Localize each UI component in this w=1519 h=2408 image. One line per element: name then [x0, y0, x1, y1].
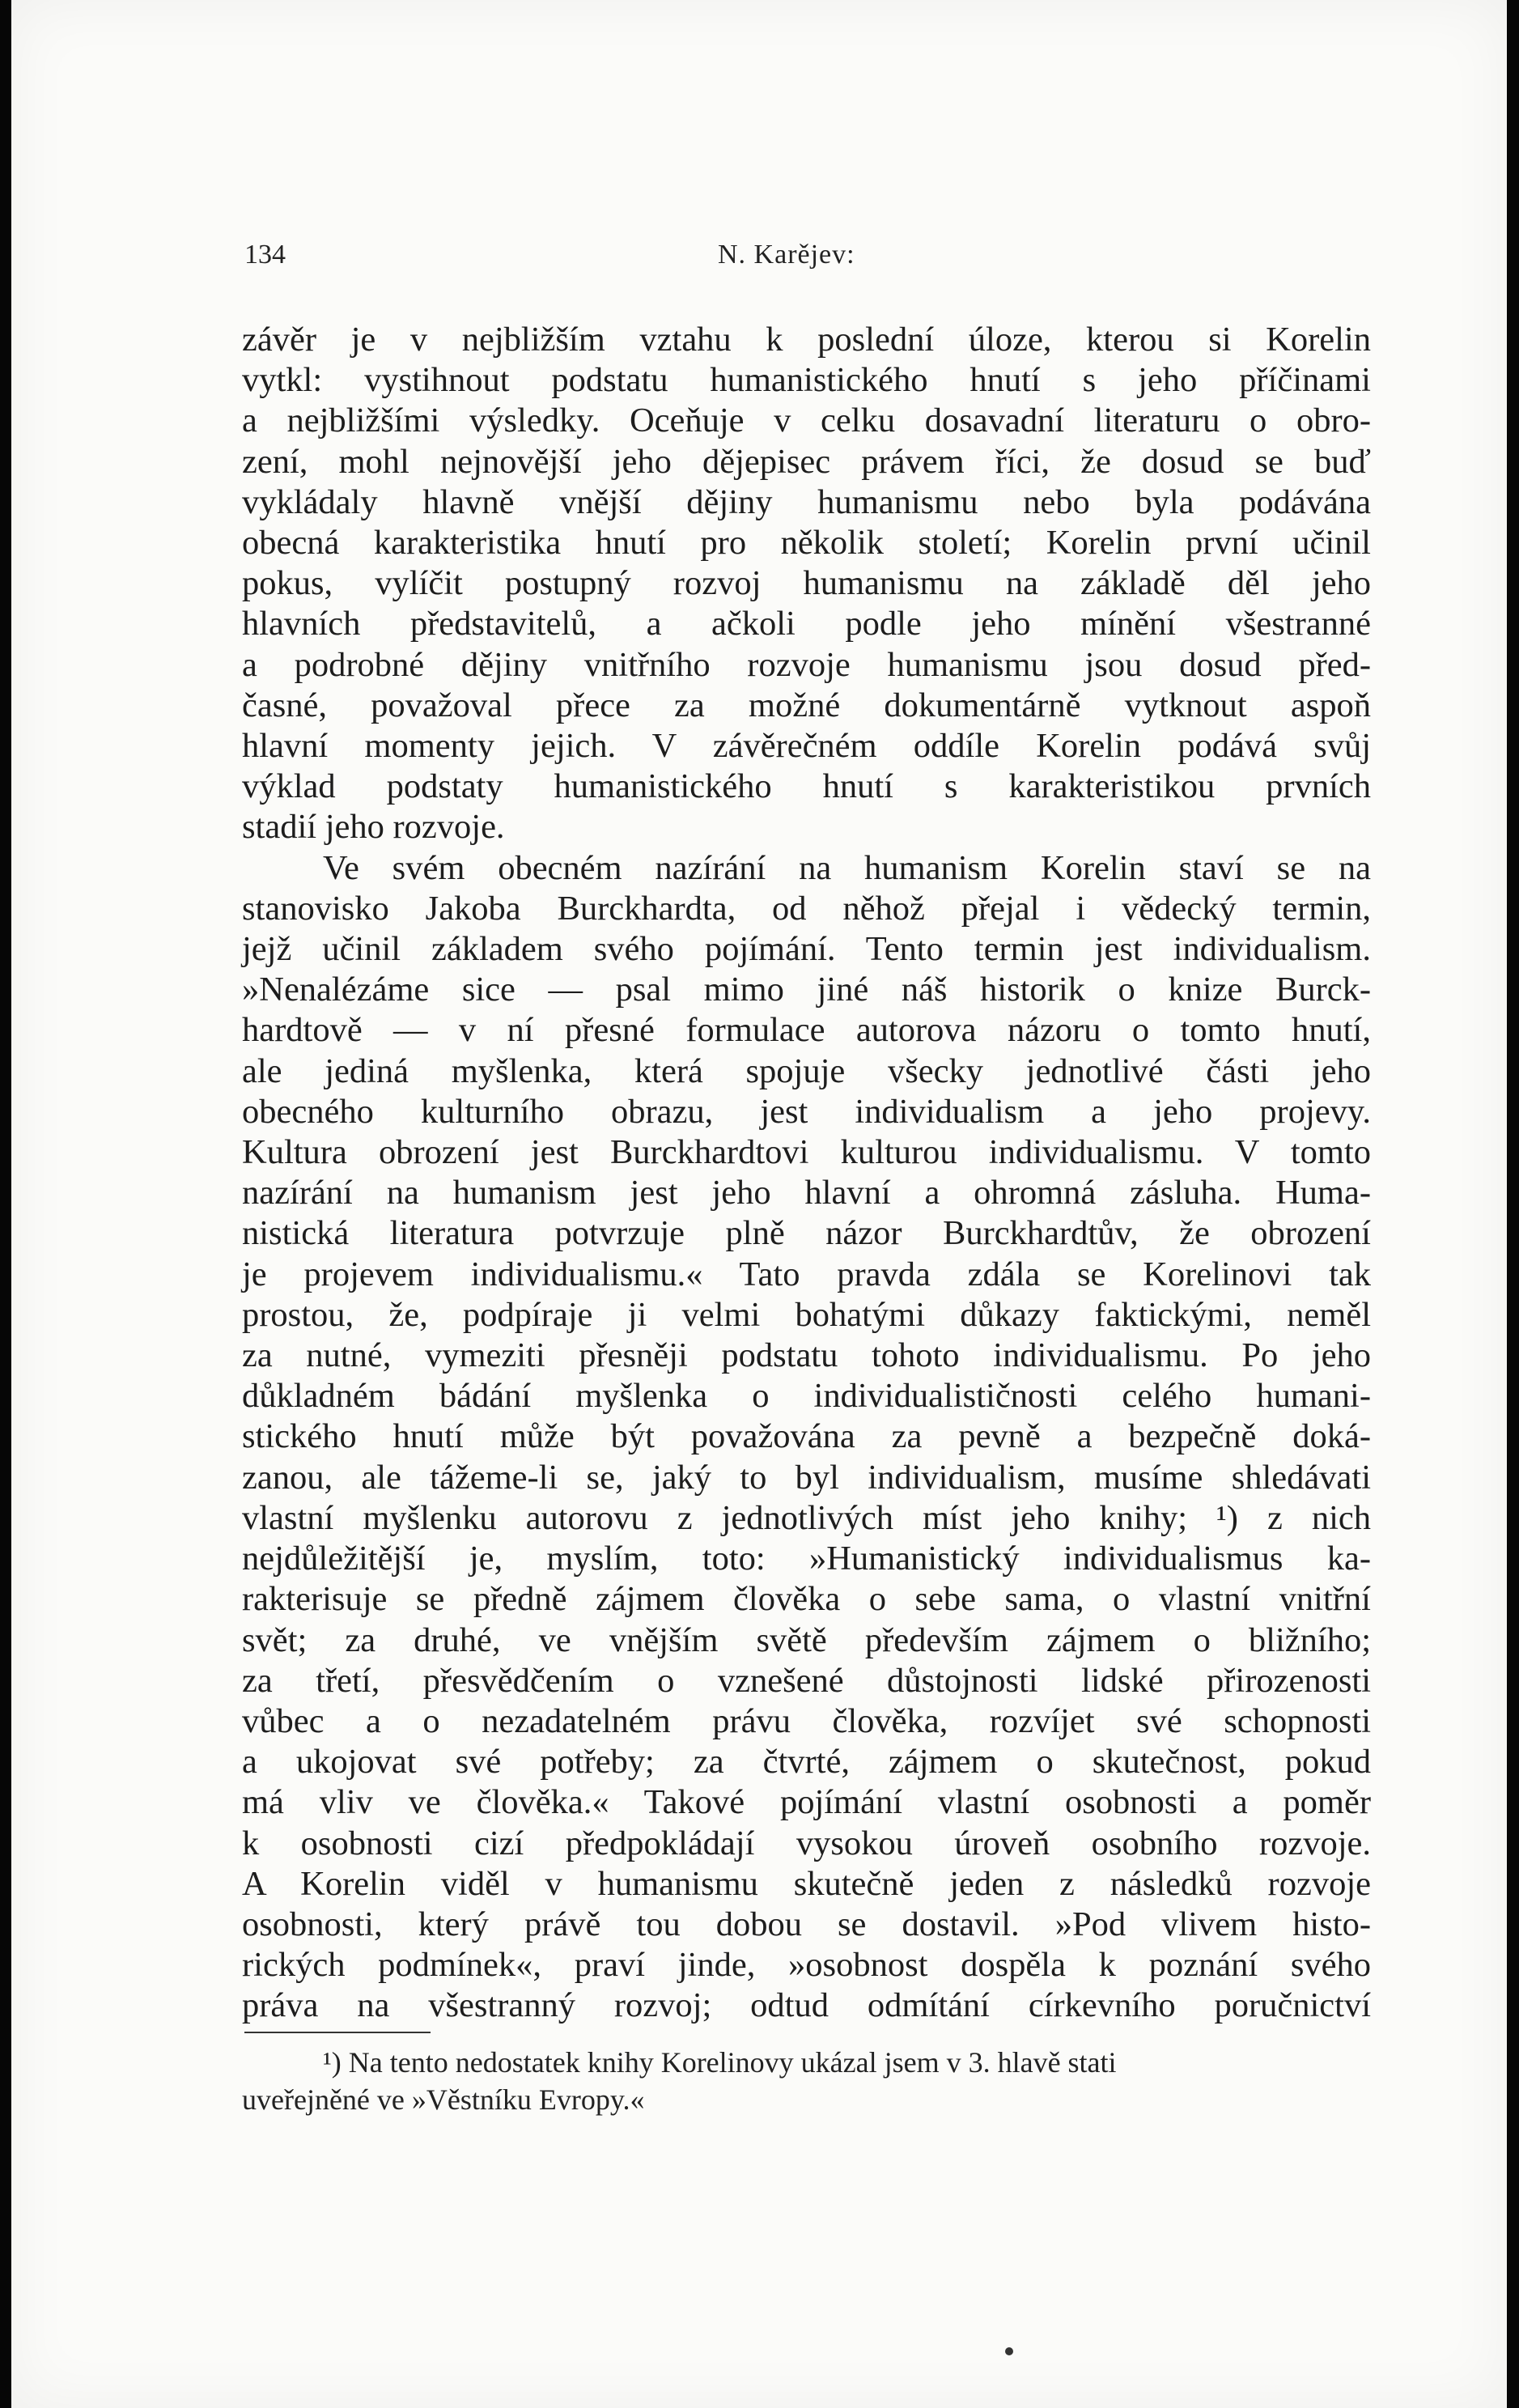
- running-head: N. Karějev:: [718, 240, 855, 270]
- text-line: hardtově — v ní přesné formulace autorova názoru o tomto hnutí,: [242, 1011, 1371, 1050]
- body-text: [242, 320, 1371, 2027]
- text-line: závěr je v nejbližším vztahu k poslední úloze, kterou si Korelin: [242, 321, 1371, 359]
- text-line: důkladném bádání myšlenka o individualističnosti celého humani-: [242, 1377, 1371, 1416]
- footnotes: [242, 2044, 1371, 2118]
- book-page: [11, 0, 1507, 2408]
- text-line: zení, mohl nejnovější jeho dějepisec právem říci, že dosud se buď: [242, 442, 1371, 481]
- text-line: vůbec a o nezadatelném právu člověka, rozvíjet své schopnosti: [242, 1701, 1371, 1740]
- text-line: stanovisko Jakoba Burckhardta, od něhož přejal i vědecký termin,: [242, 889, 1371, 928]
- text-line: jejž učinil základem svého pojímání. Tento termin jest individualism.: [242, 930, 1371, 969]
- text-line: »Nenalézáme sice — psal mimo jiné náš historik o knize Burck-: [242, 970, 1371, 1009]
- footnote-rule: [244, 2032, 431, 2033]
- text-line: za nutné, vymeziti přesněji podstatu tohoto individualismu. Po jeho: [242, 1336, 1371, 1375]
- text-line: práva na všestranný rozvoj; odtud odmítání církevního poručnictví: [242, 1986, 1371, 2025]
- text-line: Kultura obrození jest Burckhardtovi kulturou individualismu. V tomto: [242, 1133, 1371, 1172]
- text-line: svět; za druhé, ve vnějším světě především zájmem o bližního;: [242, 1620, 1371, 1659]
- text-line: prostou, že, podpíraje ji velmi bohatými důkazy faktickými, neměl: [242, 1295, 1371, 1334]
- text-line: nazírání na humanism jest jeho hlavní a ohromná zásluha. Huma-: [242, 1174, 1371, 1212]
- text-line: hlavních představitelů, a ačkoli podle jeho mínění všestranné: [242, 605, 1371, 643]
- text-line: a podrobné dějiny vnitřního rozvoje humanismu jsou dosud před-: [242, 645, 1371, 684]
- text-line: k osobnosti cizí předpokládají vysokou úroveň osobního rozvoje.: [242, 1824, 1371, 1862]
- text-line: rakterisuje se předně zájmem člověka o sebe sama, o vlastní vnitřní: [242, 1580, 1371, 1619]
- page-number: 134: [244, 240, 286, 270]
- text-line: je projevem individualismu.« Tato pravda zdála se Korelinovi tak: [242, 1255, 1371, 1293]
- text-line: hlavní momenty jejich. V závěrečném oddíle Korelin podává svůj: [242, 727, 1371, 766]
- text-line: A Korelin viděl v humanismu skutečně jeden z následků rozvoje: [242, 1864, 1371, 1903]
- print-speck: [1005, 2347, 1013, 2355]
- text-line: pokus, vylíčit postupný rozvoj humanismu na základě děl jeho: [242, 564, 1371, 603]
- text-line: Ve svém obecném nazírání na humanism Korelin staví se na: [323, 848, 1371, 887]
- text-line: a nejbližšími výsledky. Oceňuje v celku dosavadní literaturu o obro-: [242, 401, 1371, 440]
- text-line: zanou, ale tážeme-li se, jaký to byl individualism, musíme shledávati: [242, 1458, 1371, 1497]
- footnote-line: uveřejněné ve »Věstníku Evropy.«: [242, 2083, 645, 2116]
- text-line: výklad podstaty humanistického hnutí s karakteristikou prvních: [242, 767, 1371, 806]
- text-line: nistická literatura potvrzuje plně názor Burckhardtův, že obrození: [242, 1214, 1371, 1253]
- text-line: a ukojovat své potřeby; za čtvrté, zájmem o skutečnost, pokud: [242, 1743, 1371, 1782]
- text-line: vykládaly hlavně vnější dějiny humanismu nebo byla podávána: [242, 482, 1371, 521]
- text-line: má vliv ve člověka.« Takové pojímání vlastní osobnosti a poměr: [242, 1783, 1371, 1822]
- text-line: ale jediná myšlenka, která spojuje všecky jednotlivé části jeho: [242, 1051, 1371, 1090]
- text-line: časné, považoval přece za možné dokumentárně vytknout aspoň: [242, 686, 1371, 724]
- text-line: vytkl: vystihnout podstatu humanistického hnutí s jeho příčinami: [242, 361, 1371, 400]
- text-line: osobnosti, který právě tou dobou se dostavil. »Pod vlivem histo-: [242, 1905, 1371, 1943]
- text-line: obecná karakteristika hnutí pro několik století; Korelin první učinil: [242, 524, 1371, 563]
- text-line: rických podmínek«, praví jinde, »osobnost dospěla k poznání svého: [242, 1946, 1371, 1985]
- text-line: obecného kulturního obrazu, jest individualism a jeho projevy.: [242, 1092, 1371, 1131]
- text-line: stického hnutí může být považována za pevně a bezpečně doká-: [242, 1417, 1371, 1456]
- footnote-line: ¹) Na tento nedostatek knihy Korelinovy ukázal jsem v 3. hlavě stati: [323, 2046, 1117, 2079]
- page-header: [244, 240, 1369, 280]
- text-line: stadií jeho rozvoje.: [242, 808, 505, 847]
- text-line: za třetí, přesvědčením o vznešené důstojnosti lidské přirozenosti: [242, 1661, 1371, 1700]
- text-line: vlastní myšlenku autorovu z jednotlivých míst jeho knihy; ¹) z nich: [242, 1498, 1371, 1537]
- text-line: nejdůležitější je, myslím, toto: »Humanistický individualismus ka-: [242, 1540, 1371, 1578]
